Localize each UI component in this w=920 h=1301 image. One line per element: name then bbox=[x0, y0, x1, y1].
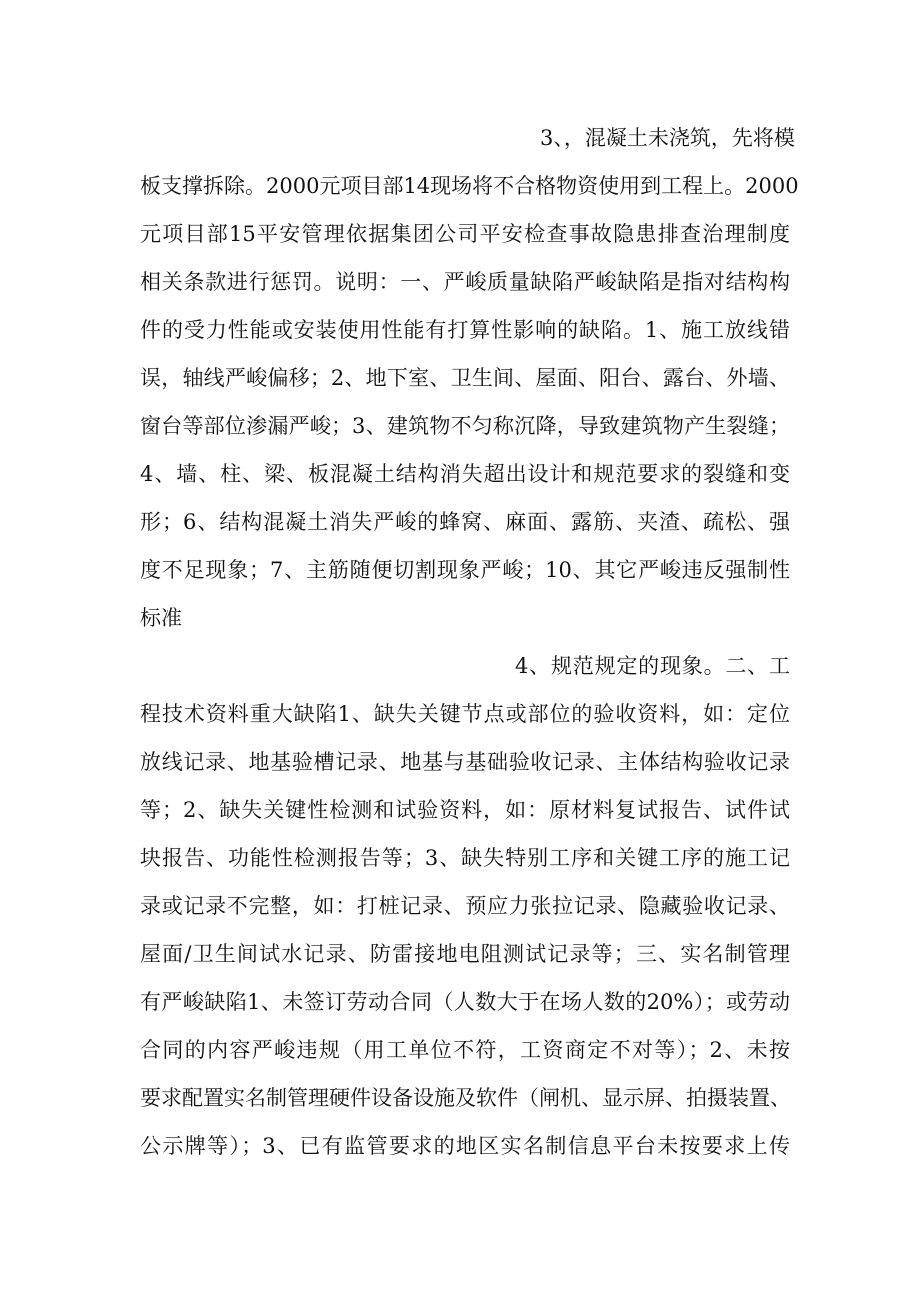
paragraph-line: 3、，混凝土未浇筑，先将模 bbox=[540, 126, 795, 150]
paragraph-line: 录或记录不完整，如：打桩记录、预应力张拉记录、隐藏验收记录、 bbox=[140, 894, 790, 918]
paragraph-line: 要求配置实名制管理硬件设备设施及软件（闸机、显示屏、拍摄装置、 bbox=[140, 1086, 791, 1110]
paragraph-line: 元项目部15平安管理依据集团公司平安检查事故隐患排查治理制度 bbox=[140, 222, 790, 246]
paragraph-line: 屋面/卫生间试水记录、防雷接地电阻测试记录等；三、实名制管理 bbox=[140, 942, 790, 966]
paragraph-line: 件的受力性能或安装使用性能有打算性影响的缺陷。1、施工放线错 bbox=[140, 318, 790, 342]
paragraph-line: 合同的内容严峻违规（用工单位不符，工资商定不对等）；2、未按 bbox=[140, 1038, 790, 1062]
paragraph-line: 4、墙、柱、梁、板混凝土结构消失超出设计和规范要求的裂缝和变 bbox=[140, 462, 790, 486]
paragraph-line: 相关条款进行惩罚。说明：一、严峻质量缺陷严峻缺陷是指对结构构 bbox=[140, 270, 790, 294]
paragraph-line: 4、规范规定的现象。二、工 bbox=[515, 654, 790, 678]
paragraph-line: 放线记录、地基验槽记录、地基与基础验收记录、主体结构验收记录 bbox=[140, 750, 790, 774]
paragraph-line: 有严峻缺陷1、未签订劳动合同（人数大于在场人数的20%）；或劳动 bbox=[140, 990, 790, 1014]
paragraph-line: 标准 bbox=[140, 606, 182, 630]
paragraph-line: 等；2、缺失关键性检测和试验资料，如：原材料复试报告、试件试 bbox=[140, 798, 790, 822]
paragraph-line: 块报告、功能性检测报告等；3、缺失特别工序和关键工序的施工记 bbox=[140, 846, 790, 870]
paragraph-line: 误，轴线严峻偏移；2、地下室、卫生间、屋面、阳台、露台、外墙、 bbox=[140, 366, 790, 390]
paragraph-line: 程技术资料重大缺陷1、缺失关键节点或部位的验收资料，如：定位 bbox=[140, 702, 790, 726]
paragraph-line: 窗台等部位渗漏严峻；3、建筑物不匀称沉降，导致建筑物产生裂缝； bbox=[140, 414, 790, 438]
paragraph-line: 度不足现象；7、主筋随便切割现象严峻；10、其它严峻违反强制性 bbox=[140, 558, 790, 582]
paragraph-line: 板支撑拆除。2000元项目部14现场将不合格物资使用到工程上。2000 bbox=[140, 174, 799, 198]
paragraph-line: 公示牌等）；3、已有监管要求的地区实名制信息平台未按要求上传 bbox=[140, 1134, 790, 1158]
paragraph-line: 形；6、结构混凝土消失严峻的蜂窝、麻面、露筋、夹渣、疏松、强 bbox=[140, 510, 790, 534]
